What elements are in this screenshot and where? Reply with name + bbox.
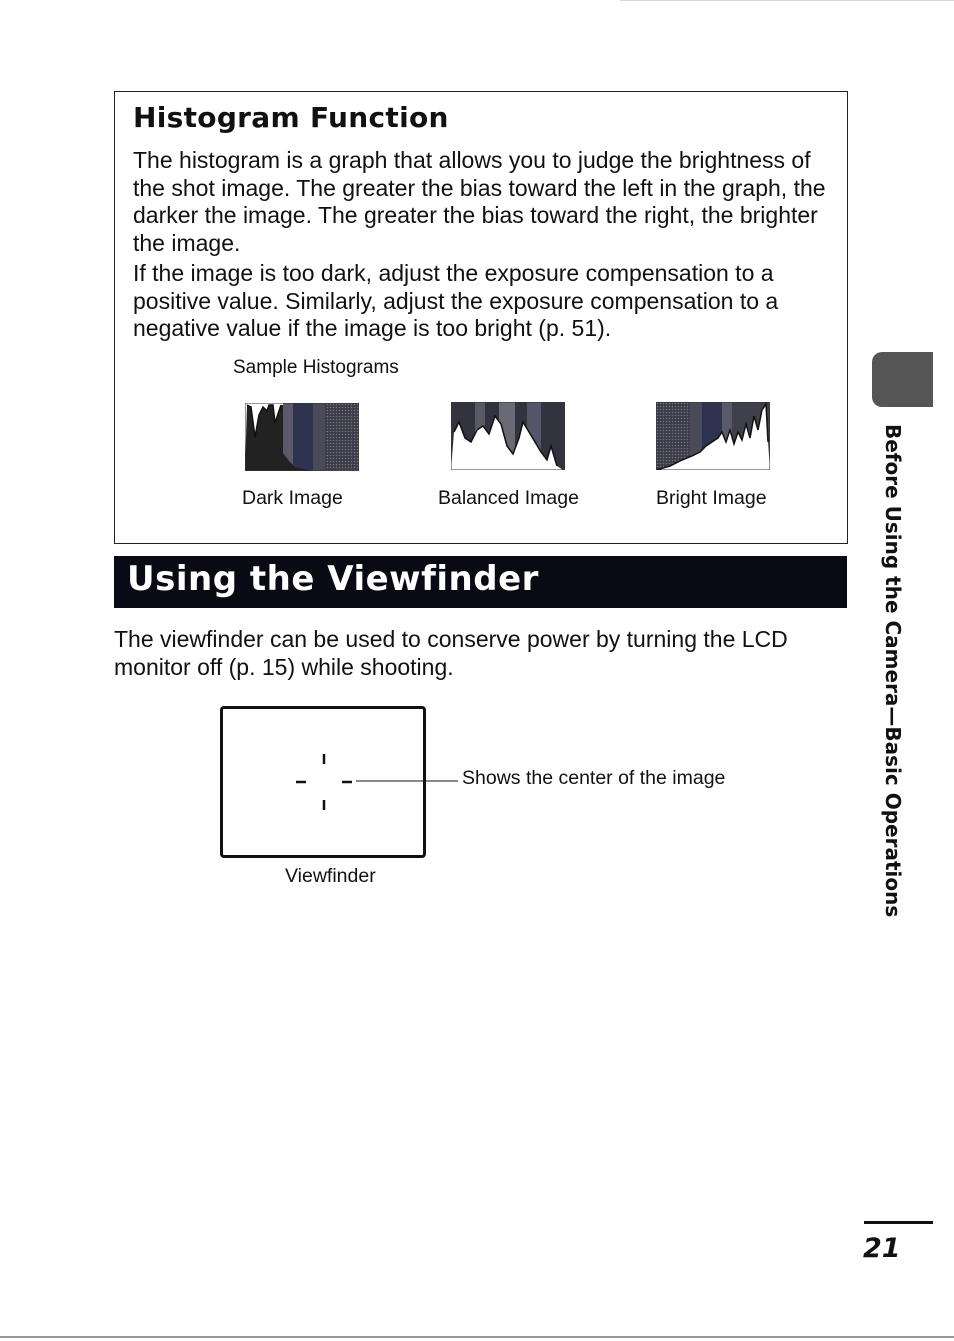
balanced-histogram-image [451,402,565,470]
viewfinder-center-marks [220,706,460,858]
histogram-paragraph-1: The histogram is a graph that allows you to judge the brightness of the shot image. The greater the bias toward the left in the graph, the darker the image. The greater the bias toward the right, the brighter the image. [133,147,826,256]
bright-image-caption: Bright Image [656,487,767,509]
section-title-viewfinder: Using the Viewfinder [127,559,539,599]
page-edge-bottom [0,1336,954,1338]
dark-histogram-image [245,403,359,471]
section-title-histogram: Histogram Function [133,101,449,134]
center-callout-label: Shows the center of the image [462,767,726,789]
dark-image-caption: Dark Image [242,487,343,509]
chapter-tab-marker [872,352,933,407]
histogram-paragraph-2: If the image is too dark, adjust the exposure compensation to a positive value. Similarly, adjust the exposure compensation to a negative value if the image is too bright (p. 51). [133,260,779,341]
page-number: 21 [863,1233,901,1264]
viewfinder-caption: Viewfinder [285,865,376,887]
bright-histogram-image [656,402,770,470]
viewfinder-paragraph: The viewfinder can be used to conserve power by turning the LCD monitor off (p. 15) while shooting. [114,626,788,680]
sample-histograms-label: Sample Histograms [233,357,399,378]
section-banner-viewfinder [114,556,847,608]
chapter-side-label: Before Using the Camera—Basic Operations [881,424,905,918]
page-edge-top [620,0,954,1]
balanced-image-caption: Balanced Image [438,487,579,509]
page-number-rule [864,1221,933,1224]
